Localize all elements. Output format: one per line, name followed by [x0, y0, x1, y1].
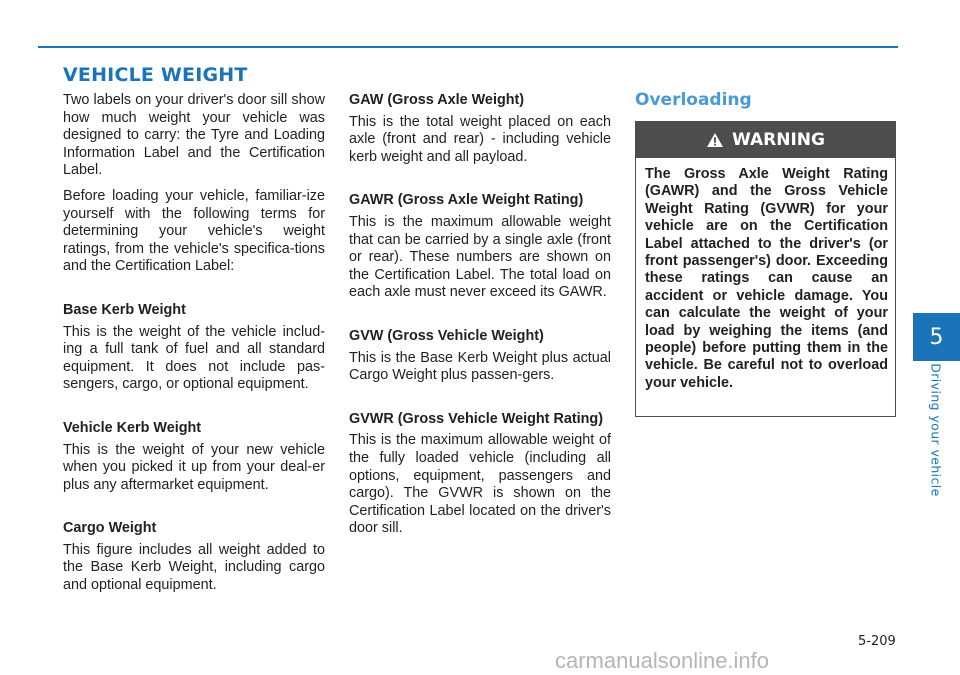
term-heading: GVWR (Gross Vehicle Weight Rating) — [349, 410, 603, 427]
warning-label: WARNING — [732, 130, 825, 150]
intro-paragraph: Before loading your vehicle, familiar-ize yourself with the following terms for determining your vehicle's weight ratings, from the vehicle's specifica-tions and the Certification Label: — [63, 187, 325, 275]
warning-triangle-icon — [706, 132, 724, 148]
column-2 — [349, 92, 611, 546]
top-rule — [38, 46, 898, 48]
page-number: 5-209 — [858, 634, 896, 649]
overloading-heading: Overloading — [635, 90, 752, 110]
chapter-title: Driving your vehicle — [928, 363, 944, 497]
term-heading: GVW (Gross Vehicle Weight) — [349, 327, 544, 344]
term-definition: This is the maximum allowable weight that can be carried by a single axle (front or rear). These numbers are shown on the Certification Label. The total load on each axle must never exceed its GAWR. — [349, 213, 611, 301]
term-definition: This is the weight of your new vehicle when you picked it up from your deal-er plus any aftermarket equipment. — [63, 441, 325, 493]
term-definition: This is the weight of the vehicle includ-ing a full tank of fuel and all standard equipment. It does not include pas-sengers, cargo, or optional equipment. — [63, 323, 325, 393]
term-heading: Vehicle Kerb Weight — [63, 419, 202, 436]
term-definition: This is the total weight placed on each axle (front and rear) - including vehicle kerb weight and all payload. — [349, 113, 611, 165]
term-definition: This figure includes all weight added to the Base Kerb Weight, including cargo and optional equipment. — [63, 541, 325, 594]
watermark: carmanualsonline.info — [555, 648, 770, 673]
intro-paragraph: Two labels on your driver's door sill show how much weight your vehicle was designed to carry: the Tyre and Loading Information Label and the Certification Label. — [63, 92, 325, 179]
term-heading: GAWR (Gross Axle Weight Rating) — [349, 192, 584, 209]
term-heading: Base Kerb Weight — [63, 301, 186, 318]
chapter-tab — [913, 313, 960, 361]
column-3 — [635, 92, 898, 110]
term-definition: This is the Base Kerb Weight plus actual Cargo Weight plus passen-gers. — [349, 349, 611, 384]
chapter-number: 5 — [929, 324, 944, 350]
warning-box — [635, 121, 896, 417]
column-1 — [63, 92, 325, 603]
term-heading: GAW (Gross Axle Weight) — [349, 92, 525, 108]
warning-text: The Gross Axle Weight Rating (GAWR) and the Gross Vehicle Weight Rating (GVWR) for your vehicle are on the Certification Label attached to the driver's (or front passenger's) door. Exceeding these ratings can cause an accident or vehicle damage. You can calculate the weight of your load by weighing the items (and people) before putting them in the vehicle. Be careful not to overload your vehicle. — [645, 166, 888, 391]
page-title: VEHICLE WEIGHT — [63, 64, 248, 86]
warning-header — [636, 122, 895, 158]
term-heading: Cargo Weight — [63, 520, 157, 537]
term-definition: This is the maximum allowable weight of the fully loaded vehicle (including all options, equipment, passengers and cargo). The GVWR is shown on the Certification Label located on the driver's door sill. — [349, 432, 611, 537]
